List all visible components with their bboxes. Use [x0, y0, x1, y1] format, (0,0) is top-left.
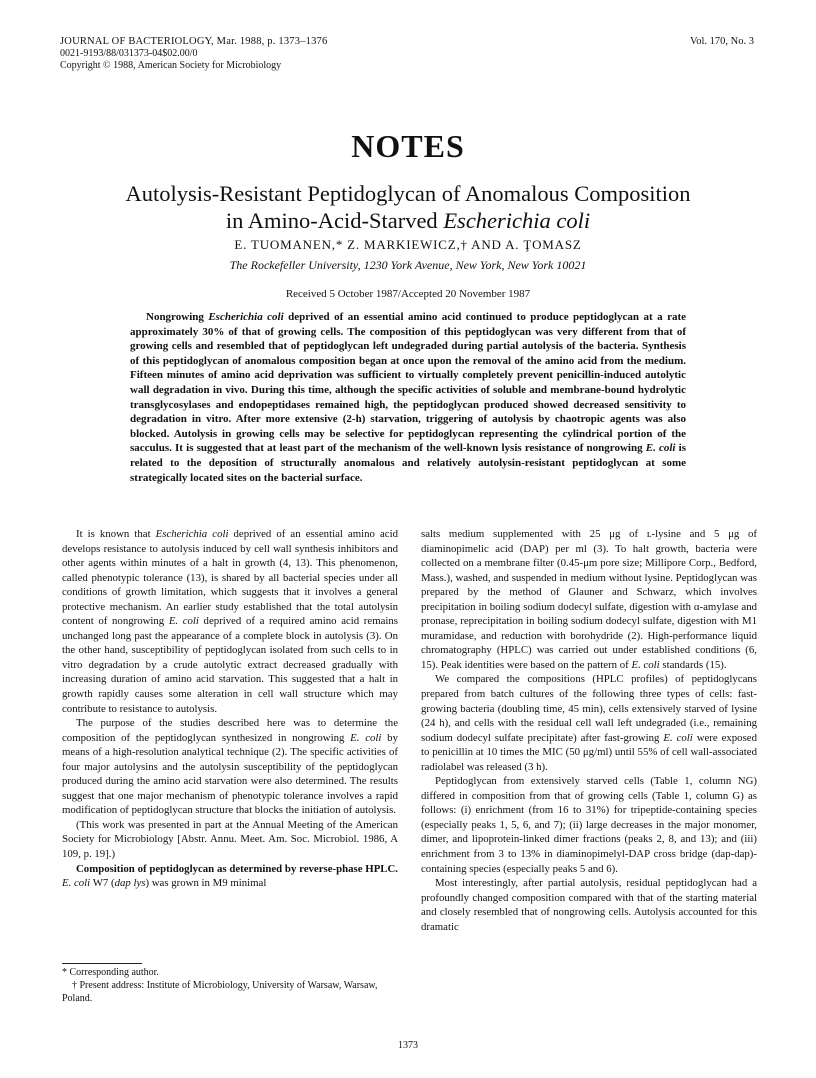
paragraph: The purpose of the studies described here was to determine the composition of the peptidoglycan synthesized in nongrowing E. coli by means of a high-resolution analytical technique (2). The specific activities of four major autolysins and the autolysin susceptibility of the peptidoglycan produced during the amino acid starvation were also determined. The results suggest that one major mechanism of phenotypic tolerance involves a rapid modification of peptidoglycan structure that blocks the initiation of autolysis.: [62, 717, 398, 817]
journal-header: [60, 36, 327, 72]
paragraph: Most interestingly, after partial autolysis, residual peptidoglycan had a profoundly changed composition compared with that of the starting material and closely resembled that of nongrowing cells. Autolysis accounted for this dramatic: [421, 877, 757, 933]
paragraph: Composition of peptidoglycan as determined by reverse-phase HPLC. E. coli W7 (dap lys) was grown in M9 minimal: [62, 862, 398, 890]
title-line-1: Autolysis-Resistant Peptidoglycan of Anomalous Composition: [125, 181, 691, 206]
volume-info: Vol. 170, No. 3: [690, 36, 754, 47]
journal-citation: JOURNAL OF BACTERIOLOGY, Mar. 1988, p. 1373–1376: [60, 36, 328, 47]
received-dates: Received 5 October 1987/Accepted 20 November 1987: [285, 288, 531, 300]
body-column-left: [62, 527, 398, 891]
run-in-heading: Composition of peptidoglycan as determined by reverse-phase HPLC.: [76, 862, 398, 875]
affiliation: The Rockefeller University, 1230 York Avenue, New York, New York 10021: [229, 258, 587, 272]
copyright-line: Copyright © 1988, American Society for Microbiology: [60, 60, 282, 71]
author-list: E. TUOMANEN,* Z. MARKIEWICZ,† AND A. ŢOMASZ: [234, 237, 582, 252]
footnote-address: † Present address: Institute of Microbiology, University of Warsaw, Warsaw, Poland.: [62, 980, 378, 1004]
body-column-right: [421, 527, 757, 934]
journal-code: 0021-9193/88/031373-04$02.00/0: [60, 48, 198, 59]
paragraph: We compared the compositions (HPLC profiles) of peptidoglycans prepared from batch cultures of the following three types of cells: fast-growing bacteria (doubling time, 45 min), cells extensively starved of lysine (24 h), and cells with the residual cell wall left undegraded (i.e., remaining sodium dodecyl sulfate precipitate) after fast-growing E. coli were exposed to penicillin at 10 times the MIC (50 μg/ml) until 55% of cell wall-associated radiolabel was released (3 h).: [421, 673, 757, 773]
footnote-divider: [62, 963, 142, 964]
paragraph: It is known that Escherichia coli deprived of an essential amino acid develops resistance to autolysis induced by cell wall synthesis inhibitors and other agents within minutes of a halt in growth (4, 13). This phenomenon, called phenotypic tolerance (13), is shared by all bacterial species under all conditions of growth limitation, which suggests that it involves a general protective mechanism. An earlier study established that the total autolysin content of nongrowing E. coli deprived of a required amino acid remains unchanged long past the appearance of a complete block in autolysis (3). On the other hand, susceptibility of peptidoglycan isolated from such cells to in vitro degradation by a crude autolytic extract decreased gradually with increasing duration of amino acid starvation. This suggested that a halt in growth rapidly causes some alteration in cell wall structure which may contribute to resistance to autolysis.: [62, 528, 398, 715]
footnote-corresponding: * Corresponding author.: [62, 967, 159, 978]
article-title: [60, 180, 756, 234]
section-heading: NOTES: [351, 128, 465, 164]
paragraph: Peptidoglycan from extensively starved cells (Table 1, column NG) differed in composition from that of growing cells (Table 1, column G) as follows: (i) enrichment (from 16 to 31%) for tripeptide-containing species (especially peaks 1, 5, 6, and 7); (ii) large decreases in the major monomer, dimer, and lipoprotein-linked dimer fractions (peaks 2, 8, and 13); and (iii) enrichment from 3 to 13% in diaminopimelyl-DAP cross bridge (dap-dap)-containing species (especially peaks 5 and 6).: [421, 775, 757, 875]
abstract: Nongrowing Escherichia coli deprived of an essential amino acid continued to produce peptidoglycan at a rate approximately 30% of that of growing cells. The composition of this peptidoglycan was very different from that of growing cells and resembled that of peptidoglycan left undegraded during partial autolysis of the bacteria. Synthesis of this peptidoglycan of anomalous composition began at once upon the removal of the amino acid from the medium. Fifteen minutes of amino acid deprivation was sufficient to virtually completely prevent penicillin-induced autolytic wall degradation in vivo. During this time, although the specific activities of soluble and membrane-bound hydrolytic transglycosylases and endopeptidases remained high, the peptidoglycan produced showed decreased sensitivity to degradation in vitro. After more extensive (2-h) starvation, triggering of autolysis by chaotropic agents was also blocked. Autolysis in growing cells may be selective for peptidoglycan representing the cylindrical portion of the sacculus. It is suggested that at least part of the mechanism of the well-known lysis resistance of nongrowing E. coli is related to the deposition of structurally anomalous and relatively autolysin-resistant peptidoglycan at some strategically located sites on the bacterial surface.: [130, 311, 686, 484]
title-species-name: Escherichia coli: [443, 208, 591, 233]
title-line-2: in Amino-Acid-Starved Escherichia coli: [225, 208, 591, 233]
paragraph: salts medium supplemented with 25 μg of ʟ-lysine and 5 μg of diaminopimelic acid (DAP) per ml (3). To halt growth, bacteria were collected on a membrane filter (0.45-μm pore size; Millipore Corp., Bedford, Mass.), washed, and suspended in medium without lysine. Peptidoglycan was prepared by the method of Glauner and Schwarz, which involves precipitation in boiling sodium dodecyl sulfate, digestion with α-amylase and pronase, reprecipitation in boiling sodium dodecyl sulfate, digestion with M1 muramidase, and reduction with borohydride (2). High-performance liquid chromatography (HPLC) was carried out under established conditions (6, 15). Peak identities were based on the pattern of E. coli standards (15).: [421, 528, 757, 671]
page-number: 1373: [398, 1040, 418, 1051]
paragraph: (This work was presented in part at the Annual Meeting of the American Society for Microbiology [Abstr. Annu. Meet. Am. Soc. Microbiol. 1986, A 109, p. 19].): [62, 818, 398, 861]
